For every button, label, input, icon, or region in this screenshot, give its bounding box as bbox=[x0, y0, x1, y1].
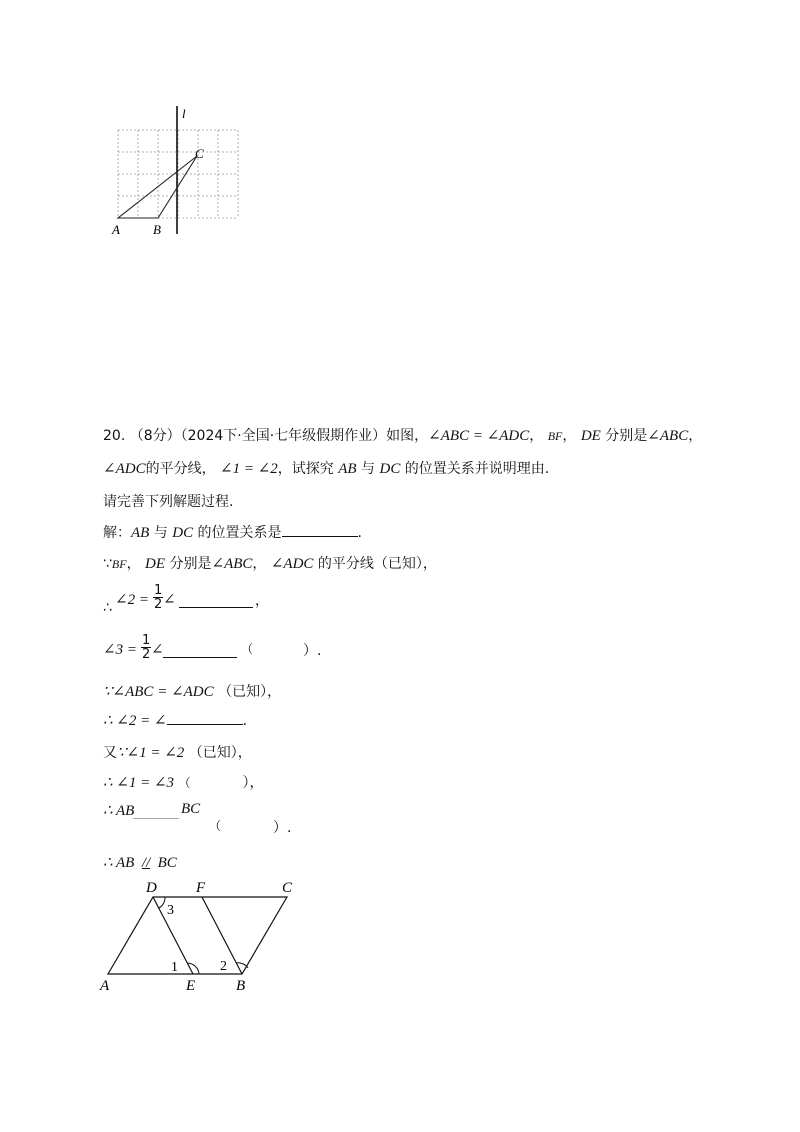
label-a: A bbox=[112, 222, 120, 237]
problem-ab: AB bbox=[338, 461, 357, 477]
answer-blank-step3-reason[interactable] bbox=[259, 656, 309, 658]
jie-relation: 的位置关系是 bbox=[197, 525, 282, 541]
comma: ， bbox=[529, 428, 544, 444]
step6-known: （已知）， bbox=[188, 745, 252, 761]
label-c: C bbox=[195, 146, 204, 161]
solution-step-8 bbox=[103, 801, 323, 837]
problem-line-2 bbox=[103, 458, 549, 478]
label-3: 3 bbox=[167, 903, 174, 918]
period: . bbox=[242, 713, 248, 729]
problem-eq-abc-adc: ∠ABC = ∠ADC bbox=[428, 428, 530, 444]
label-1: 1 bbox=[171, 960, 178, 975]
problem-as-figure: 如图， bbox=[386, 428, 429, 444]
solution-step-9 bbox=[103, 853, 177, 872]
answer-blank-step3[interactable] bbox=[163, 656, 237, 658]
jie-ab: AB bbox=[131, 525, 150, 541]
jie-label: 解： bbox=[103, 525, 131, 541]
problem-score: （8分） bbox=[129, 428, 181, 444]
comma: ， bbox=[126, 556, 141, 572]
comma: ， bbox=[688, 428, 703, 444]
solution-step-7 bbox=[103, 772, 264, 792]
step1-bisector: 的平分线（已知）， bbox=[317, 556, 437, 572]
period: . bbox=[357, 525, 362, 541]
step7-equation: ∴ ∠1 = ∠3 bbox=[103, 775, 175, 791]
problem-de: DE bbox=[580, 428, 601, 444]
step6-equation: ∵∠1 = ∠2 bbox=[117, 745, 185, 761]
comma: ， bbox=[255, 593, 269, 609]
solution-step-5 bbox=[103, 711, 247, 730]
jie-dc: DC bbox=[172, 525, 194, 541]
answer-blank-step8-reason[interactable] bbox=[225, 831, 277, 833]
problem-explore: ，试探究 bbox=[277, 461, 334, 477]
solution-intro: 请完善下列解题过程. bbox=[103, 494, 234, 510]
label-c: C bbox=[282, 880, 293, 896]
parallel-symbol: // bbox=[141, 855, 151, 871]
step9-ab: ∴ AB bbox=[103, 855, 135, 871]
step1-angle-adc: ∠ADC bbox=[270, 556, 314, 572]
solution-step-3 bbox=[103, 634, 363, 674]
fraction-denominator: 2 bbox=[142, 647, 151, 662]
step8-ab: ∴ AB bbox=[103, 803, 135, 819]
problem-angle-abc: ∠ABC bbox=[647, 428, 689, 444]
solution-step-1 bbox=[103, 553, 437, 573]
paren-close: ）. bbox=[273, 820, 292, 836]
answer-blank-step5[interactable] bbox=[167, 723, 243, 725]
comma: ， bbox=[562, 428, 577, 444]
therefore-symbol: ∴ bbox=[103, 600, 112, 616]
step1-bf: BF bbox=[111, 557, 127, 571]
label-b: B bbox=[153, 222, 161, 237]
paren-open: （ bbox=[209, 819, 222, 833]
paren-close: ）， bbox=[242, 775, 264, 791]
step2-lhs: ∠2 = bbox=[115, 592, 149, 608]
problem-source: （2024下·全国·七年级假期作业） bbox=[180, 428, 387, 444]
step6-you: 又 bbox=[103, 745, 117, 761]
fraction-numerator: 1 bbox=[154, 583, 163, 598]
angle-arc-3 bbox=[159, 897, 165, 908]
label-d: D bbox=[146, 880, 157, 896]
angle-symbol: ∠ bbox=[151, 642, 164, 658]
problem-bf: BF bbox=[547, 429, 563, 443]
label-a: A bbox=[100, 978, 110, 994]
label-l: l bbox=[182, 106, 186, 121]
problem-eq-1-2: ∠1 = ∠2 bbox=[220, 461, 278, 477]
problem-dc: DC bbox=[379, 461, 401, 477]
answer-blank-step2[interactable] bbox=[179, 606, 253, 608]
paren-open: （ bbox=[178, 776, 191, 790]
solution-step-6 bbox=[103, 742, 252, 762]
problem-bisector: 的平分线， bbox=[145, 461, 216, 477]
paren-open: （ bbox=[241, 642, 254, 656]
answer-blank-relation[interactable] bbox=[282, 535, 358, 537]
step4-equation: ∵∠ABC = ∠ADC bbox=[103, 684, 214, 700]
step9-bc: BC bbox=[157, 855, 177, 871]
grid-triangle-figure bbox=[100, 100, 250, 240]
solution-answer-line bbox=[103, 522, 362, 542]
answer-blank-step7-reason[interactable] bbox=[191, 785, 243, 787]
problem-and: 与 bbox=[361, 461, 376, 477]
problem-relation: 的位置关系并说明理由. bbox=[404, 461, 550, 477]
grid-lines bbox=[118, 130, 238, 218]
angle-symbol: ∠ bbox=[163, 592, 176, 608]
problem-angle-adc: ∠ADC bbox=[103, 461, 146, 477]
problem-number: 20. bbox=[103, 428, 126, 444]
paren-close: ）. bbox=[303, 643, 322, 659]
parallelogram-abcd bbox=[108, 897, 287, 974]
label-2: 2 bbox=[220, 959, 227, 974]
fraction-half bbox=[141, 634, 151, 661]
parallelogram-figure bbox=[96, 876, 306, 994]
label-b: B bbox=[236, 978, 246, 994]
answer-blank-step8-relation[interactable] bbox=[133, 817, 179, 819]
solution-step-4 bbox=[103, 681, 281, 701]
step1-de: DE bbox=[145, 556, 166, 572]
fraction-half bbox=[153, 584, 163, 611]
problem-line-1 bbox=[103, 425, 702, 445]
label-e: E bbox=[186, 978, 196, 994]
step1-angle-abc: ∠ABC bbox=[211, 556, 253, 572]
step4-known: （已知）， bbox=[218, 684, 282, 700]
fraction-numerator: 1 bbox=[142, 633, 151, 648]
step1-are: 分别是 bbox=[169, 556, 212, 572]
step8-bc: BC bbox=[181, 801, 201, 817]
because-symbol: ∵ bbox=[103, 556, 112, 572]
triangle-abc bbox=[118, 156, 197, 218]
step3-lhs: ∠3 = bbox=[103, 642, 137, 658]
step5-equation: ∴ ∠2 = ∠ bbox=[103, 713, 167, 729]
label-f: F bbox=[196, 880, 206, 896]
jie-and: 与 bbox=[153, 525, 168, 541]
problem-are: 分别是 bbox=[605, 428, 648, 444]
comma: ， bbox=[252, 556, 267, 572]
fraction-denominator: 2 bbox=[154, 597, 163, 612]
